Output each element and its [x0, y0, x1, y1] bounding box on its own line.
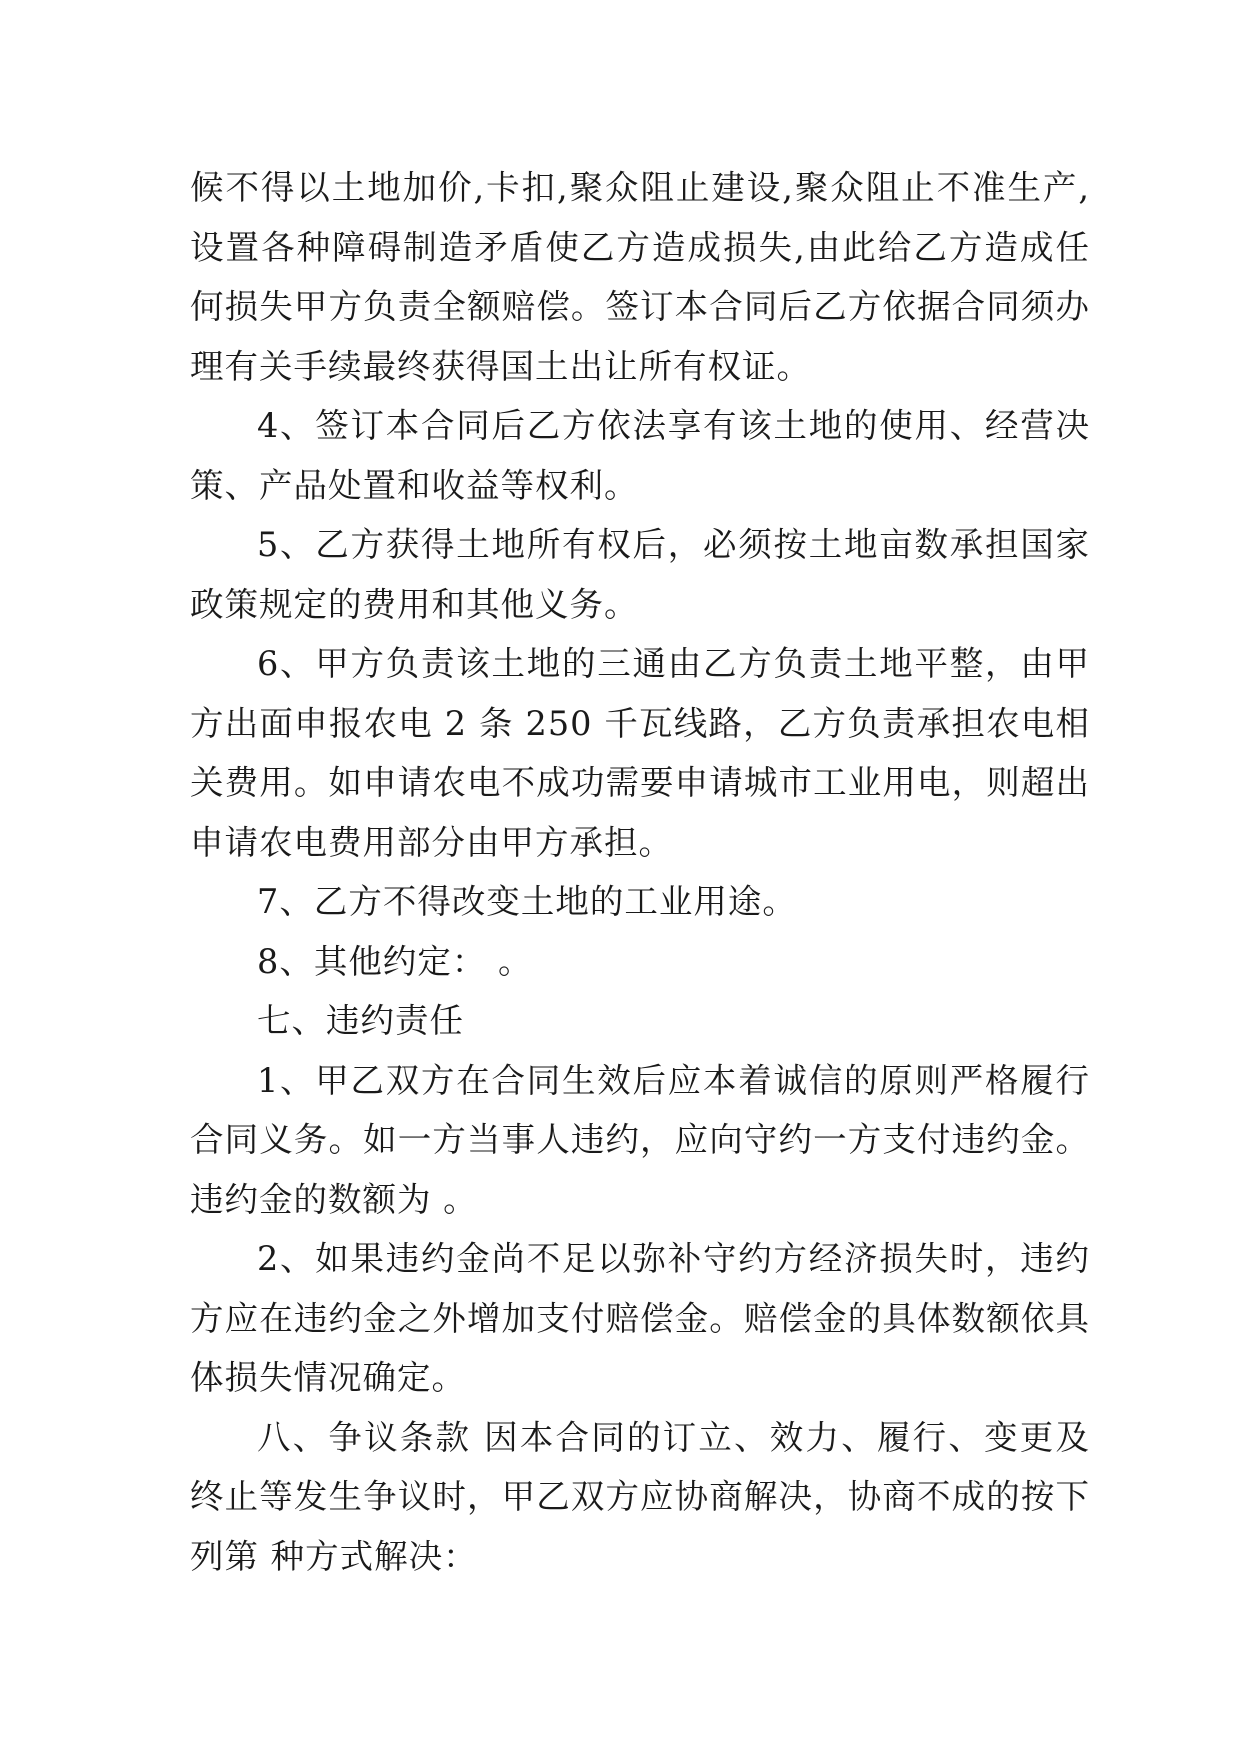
paragraph-item-4: 4、签订本合同后乙方依法享有该土地的使用、经营决策、产品处置和收益等权利。 — [190, 406, 1090, 505]
section-heading-breach-liability: 七、违约责任 — [257, 1001, 464, 1040]
paragraph-item-5: 5、乙方获得土地所有权后，必须按土地亩数承担国家政策规定的费用和其他义务。 — [190, 525, 1090, 624]
paragraph-dispute-clause: 八、争议条款 因本合同的订立、效力、履行、变更及终止等发生争议时，甲乙双方应协商解决，协商不成的按下列第 种方式解决： — [190, 1417, 1090, 1576]
paragraph-item-8: 8、其他约定： 。 — [257, 941, 533, 981]
paragraph-continuation: 候不得以土地加价,卡扣,聚众阻止建设,聚众阻止不准生产,设置各种障碍制造矛盾使乙方造成损失,由此给乙方造成任何损失甲方负责全额赔偿。签订本合同后乙方依据合同须办理有关手续最终获得国土出让所有权证。 — [190, 168, 1090, 386]
paragraph-item-7: 7、乙方不得改变土地的工业用途。 — [257, 882, 797, 921]
paragraph-item-6: 6、甲方负责该土地的三通由乙方负责土地平整，由甲方出面申报农电 2 条 250 千瓦线路，乙方负责承担农电相关费用。如申请农电不成功需要申请城市工业用电，则超出申请农电费用部分由甲方承担。 — [190, 644, 1090, 862]
document-body — [190, 158, 1090, 1586]
paragraph-breach-2: 2、如果违约金尚不足以弥补守约方经济损失时，违约方应在违约金之外增加支付赔偿金。赔偿金的具体数额依具体损失情况确定。 — [190, 1239, 1090, 1397]
paragraph-breach-1: 1、甲乙双方在合同生效后应本着诚信的原则严格履行合同义务。如一方当事人违约，应向守约一方支付违约金。违约金的数额为 。 — [190, 1060, 1090, 1219]
